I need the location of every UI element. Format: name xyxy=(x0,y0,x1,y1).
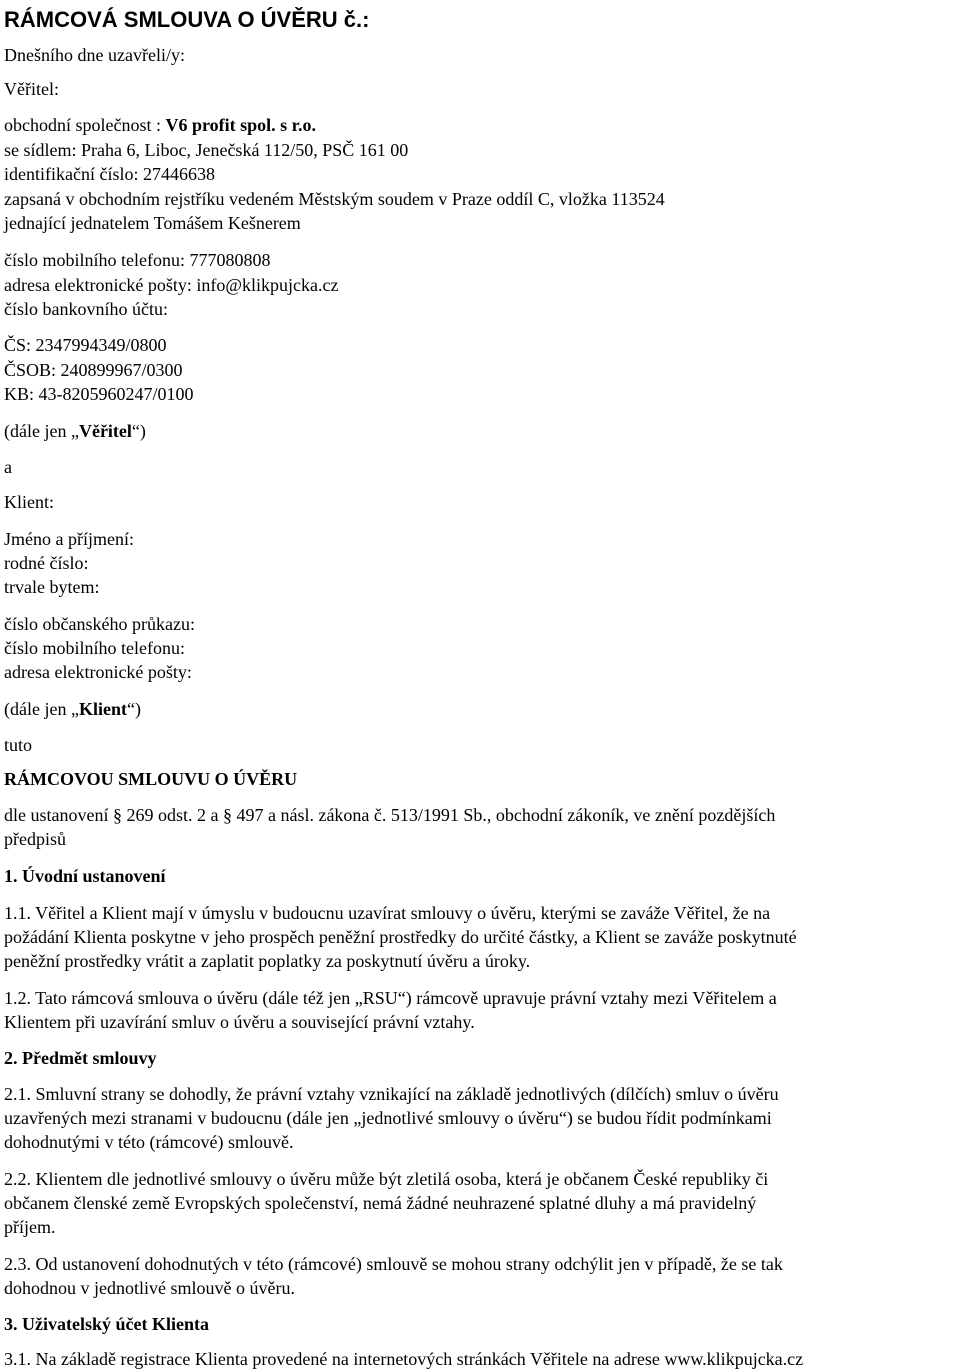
bank-account-label: číslo bankovního účtu: xyxy=(4,299,168,319)
paragraph-line: peněžní prostředky vrátit a zaplatit poplatky za poskytnutí úvěru a úroky. xyxy=(4,951,531,971)
client-def-post: “) xyxy=(126,699,141,719)
company-seat: se sídlem: Praha 6, Liboc, Jenečská 112/50, PSČ 161 00 xyxy=(4,140,409,160)
client-definition xyxy=(4,697,956,721)
client-address-field: trvale bytem: xyxy=(4,577,100,597)
paragraph-line: 2.2. Klientem dle jednotlivé smlouvy o úvěru může být zletilá osoba, která je občanem České republiky či xyxy=(4,1169,769,1189)
and-conjunction: a xyxy=(4,457,12,477)
company-prefix: obchodní společnost : xyxy=(4,115,166,135)
paragraph-1-1 xyxy=(4,901,956,973)
paragraph-2-1 xyxy=(4,1082,956,1154)
tuto-word: tuto xyxy=(4,735,33,755)
bank-account-kb: KB: 43-8205960247/0100 xyxy=(4,384,194,404)
paragraph-3-1: 3.1. Na základě registrace Klienta provedené na internetových stránkách Věřitele na adrese www.klikpujcka.cz xyxy=(4,1349,804,1369)
company-registry: zapsaná v obchodním rejstříku vedeném Městským soudem v Praze oddíl C, vložka 113524 xyxy=(4,189,665,209)
creditor-def-post: “) xyxy=(131,421,146,441)
bank-account-csob: ČSOB: 240899967/0300 xyxy=(4,360,183,380)
law-reference-line: předpisů xyxy=(4,829,66,849)
company-acting: jednající jednatelem Tomášem Kešnerem xyxy=(4,213,301,233)
paragraph-line: dohodnou v jednotlivé smlouvě o úvěru. xyxy=(4,1278,295,1298)
paragraph-line: 1.1. Věřitel a Klient mají v úmyslu v budoucnu uzavírat smlouvy o úvěru, kterými se zaváže Věřitel, že na xyxy=(4,903,771,923)
paragraph-line: 2.1. Smluvní strany se dohodly, že právní vztahy vznikající na základě jednotlivých (dílčích) smluv o úvěru xyxy=(4,1084,779,1104)
section-3-heading: 3. Uživatelský účet Klienta xyxy=(4,1314,209,1334)
company-ico: identifikační číslo: 27446638 xyxy=(4,164,215,184)
section-2-heading: 2. Předmět smlouvy xyxy=(4,1048,157,1068)
law-reference xyxy=(4,803,956,851)
section-1-heading: 1. Úvodní ustanovení xyxy=(4,866,166,886)
paragraph-line: Klientem při uzavírání smluv o úvěru a související právní vztahy. xyxy=(4,1012,475,1032)
dated-line: Dnešního dne uzavřeli/y: xyxy=(4,45,185,65)
client-label: Klient: xyxy=(4,492,54,512)
client-email-field: adresa elektronické pošty: xyxy=(4,662,192,682)
creditor-label: Věřitel: xyxy=(4,79,59,99)
paragraph-2-2 xyxy=(4,1167,956,1239)
bank-account-cs: ČS: 2347994349/0800 xyxy=(4,335,167,355)
paragraph-1-2 xyxy=(4,986,956,1034)
creditor-def-pre: (dále jen „ xyxy=(4,421,79,441)
document-title: RÁMCOVÁ SMLOUVA O ÚVĚRU č.: xyxy=(4,7,370,32)
client-def-pre: (dále jen „ xyxy=(4,699,79,719)
company-name: V6 profit spol. s r.o. xyxy=(165,115,317,135)
creditor-email: adresa elektronické pošty: info@klikpujcka.cz xyxy=(4,275,339,295)
law-reference-line: dle ustanovení § 269 odst. 2 a § 497 a násl. zákona č. 513/1991 Sb., obchodní zákoník, ve znění pozdějších xyxy=(4,805,776,825)
client-def-term: Klient xyxy=(78,699,127,719)
paragraph-2-3 xyxy=(4,1252,956,1300)
contract-heading: RÁMCOVOU SMLOUVU O ÚVĚRU xyxy=(4,769,298,789)
paragraph-line: dohodnutými v této (rámcové) smlouvě. xyxy=(4,1132,294,1152)
paragraph-line: občanem členské země Evropských společenství, nemá žádné neuhrazené splatné dluhy a má pravidelný xyxy=(4,1193,757,1213)
client-birth-number-field: rodné číslo: xyxy=(4,553,89,573)
paragraph-line: 2.3. Od ustanovení dohodnutých v této (rámcové) smlouvě se mohou strany odchýlit jen v případě, že se tak xyxy=(4,1254,783,1274)
paragraph-line: příjem. xyxy=(4,1217,56,1237)
paragraph-line: 1.2. Tato rámcová smlouva o úvěru (dále též jen „RSU“) rámcově upravuje právní vztahy mezi Věřitelem a xyxy=(4,988,777,1008)
client-phone-field: číslo mobilního telefonu: xyxy=(4,638,185,658)
company-line xyxy=(4,113,956,137)
creditor-definition xyxy=(4,419,956,443)
paragraph-line: požádání Klienta poskytne v jeho prospěch peněžní prostředky do určité částky, a Klient se zaváže poskytnuté xyxy=(4,927,797,947)
creditor-def-term: Věřitel xyxy=(78,421,132,441)
creditor-phone: číslo mobilního telefonu: 777080808 xyxy=(4,250,271,270)
client-id-card-field: číslo občanského průkazu: xyxy=(4,614,195,634)
paragraph-line: uzavřených mezi stranami v budoucnu (dále jen „jednotlivé smlouvy o úvěru“) se budou řídit podmínkami xyxy=(4,1108,772,1128)
client-name-field: Jméno a příjmení: xyxy=(4,529,134,549)
